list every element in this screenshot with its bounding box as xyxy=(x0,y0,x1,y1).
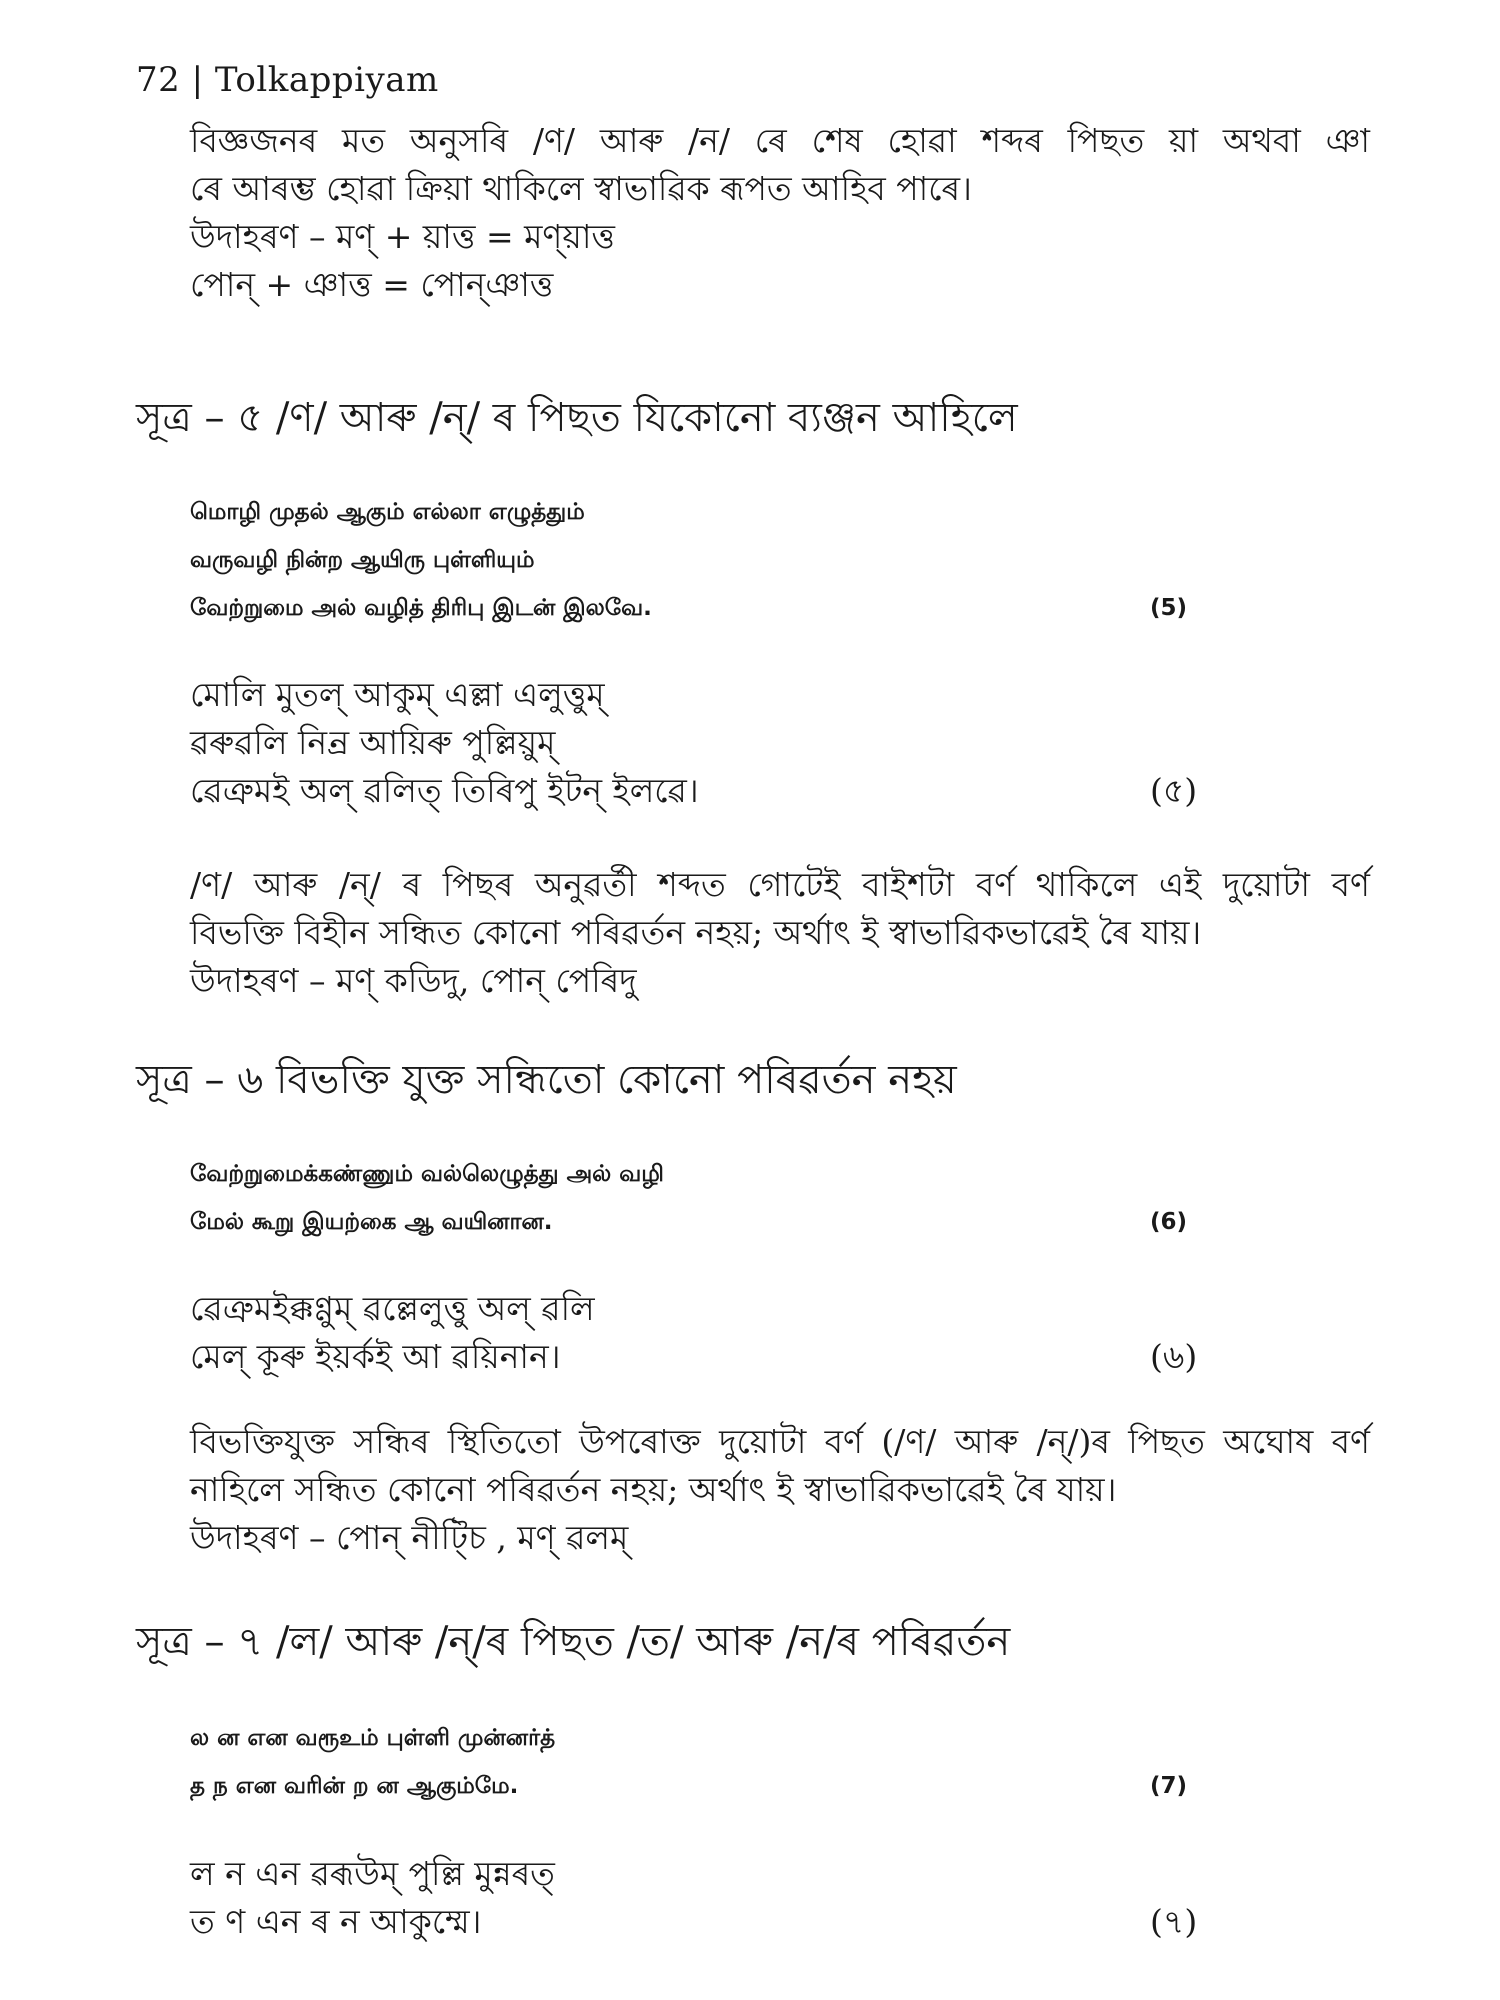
sutra-6-tamil-verse xyxy=(190,1150,1370,1246)
explanation-example: উদাহৰণ – পোন্ নীট্চি , মণ্ ৱলম্ xyxy=(190,1518,629,1557)
tamil-verse-text: த ந என வரின் ற ன ஆகும்மே. xyxy=(190,1773,519,1799)
translit-line: মোলি মুতল্ আকুম্ এল্লা এলুত্তুম্ xyxy=(190,675,605,714)
sutra-7-transliteration xyxy=(190,1850,1370,1946)
translit-line: ৱেত্ৰুমইক্কণ্ণুম্ ৱল্লেলুত্তু অল্ ৱলি xyxy=(190,1289,595,1328)
intro-example: পোন্ + ঞাত্ত = পোন্ঞাত্ত xyxy=(190,265,554,304)
translit-line xyxy=(190,767,1370,815)
sutra-7-heading: সূত্ৰ – ৭ /ল/ আৰু /ন্/ৰ পিছত /ত/ আৰু /ন/ৰ পৰিৱৰ্তন xyxy=(136,1619,1011,1665)
tamil-verse-line: ல ன என வரூஉம் புள்ளி முன்னர்த் xyxy=(190,1725,556,1751)
intro-paragraph xyxy=(190,117,1370,309)
tamil-verse-line: வருவழி நின்ற ஆயிரு புள்ளியும் xyxy=(190,547,535,573)
verse-number: (5) xyxy=(1150,595,1188,621)
sutra-5-transliteration xyxy=(190,671,1370,815)
translit-text: মেল্ কূৰু ইয়ৰ্কই আ ৱয়িনান। xyxy=(190,1337,561,1376)
explanation-line: বিভক্তি বিহীন সন্ধিত কোনো পৰিৱৰ্তন নহয়; অৰ্থাৎ ই স্বাভাৱিকভাৱেই ৰৈ যায়। xyxy=(190,913,1202,952)
verse-number: (6) xyxy=(1150,1209,1188,1235)
tamil-verse-text: வேற்றுமை அல் வழித் திரிபு இடன் இலவே. xyxy=(190,595,652,621)
tamil-verse-text: மேல் கூறு இயற்கை ஆ வயினான. xyxy=(190,1209,553,1235)
translit-line: ৱৰুৱলি নিন্ৰ আয়িৰু পুল্লিয়ুম্ xyxy=(190,723,556,762)
translit-text: ত ণ এন ৰ ন আকুম্মে। xyxy=(190,1902,482,1941)
verse-number: (৭) xyxy=(1150,1902,1198,1941)
translit-line: ল ন এন ৱৰূউম্ পুল্লি মুন্নৰত্ xyxy=(190,1854,555,1893)
sutra-6-heading: সূত্ৰ – ৬ বিভক্তি যুক্ত সন্ধিতো কোনো পৰিৱৰ্তন নহয় xyxy=(136,1057,957,1103)
sutra-6-explanation xyxy=(190,1418,1370,1562)
sutra-5-explanation xyxy=(190,861,1370,1005)
tamil-verse-line xyxy=(190,1762,1370,1810)
translit-line xyxy=(190,1898,1370,1946)
tamil-verse-line: வேற்றுமைக்கண்ணும் வல்லெழுத்து அல் வழி xyxy=(190,1161,664,1187)
explanation-line: /ণ/ আৰু /ন্/ ৰ পিছৰ অনুৱৰ্তী শব্দত গোটেই বাইশটা বৰ্ণ থাকিলে এই দুয়োটা বৰ্ণ xyxy=(190,865,1370,904)
intro-example: উদাহৰণ – মণ্ + য়াত্ত = মণ্য়াত্ত xyxy=(190,217,616,256)
tamil-verse-line xyxy=(190,584,1370,632)
tamil-verse-line xyxy=(190,1198,1370,1246)
verse-number: (৫) xyxy=(1150,771,1198,810)
intro-line: ৰে আৰম্ভ হোৱা ক্ৰিয়া থাকিলে স্বাভাৱিক ৰূপত আহিব পাৰে। xyxy=(190,169,972,208)
sutra-5-heading: সূত্ৰ – ৫ /ণ/ আৰু /ন্/ ৰ পিছত যিকোনো ব্যঞ্জন আহিলে xyxy=(136,395,1018,441)
tamil-verse-line: மொழி முதல் ஆகும் எல்லா எழுத்தும் xyxy=(190,499,585,525)
translit-text: ৱেত্ৰুমই অল্ ৱলিত্ তিৰিপু ইটন্ ইলৱে। xyxy=(190,771,699,810)
explanation-line: বিভক্তিযুক্ত সন্ধিৰ স্থিতিতো উপৰোক্ত দুয়োটা বৰ্ণ (/ণ/ আৰু /ন্/)ৰ পিছত অঘোষ বৰ্ণ xyxy=(190,1422,1370,1461)
sutra-5-tamil-verse xyxy=(190,488,1370,632)
explanation-line: নাহিলে সন্ধিত কোনো পৰিৱৰ্তন নহয়; অৰ্থাৎ ই স্বাভাৱিকভাৱেই ৰৈ যায়। xyxy=(190,1470,1117,1509)
page-header: 72 | Tolkappiyam xyxy=(136,60,439,100)
translit-line xyxy=(190,1333,1370,1381)
explanation-example: উদাহৰণ – মণ্ কডিদু, পোন্ পেৰিদু xyxy=(190,961,637,1000)
verse-number: (7) xyxy=(1150,1773,1188,1799)
sutra-7-tamil-verse xyxy=(190,1714,1370,1810)
sutra-6-transliteration xyxy=(190,1285,1370,1381)
verse-number: (৬) xyxy=(1150,1337,1198,1376)
intro-line: বিজ্ঞজনৰ মত অনুসৰি /ণ/ আৰু /ন/ ৰে শেষ হোৱা শব্দৰ পিছত য়া অথবা ঞা xyxy=(190,121,1370,160)
